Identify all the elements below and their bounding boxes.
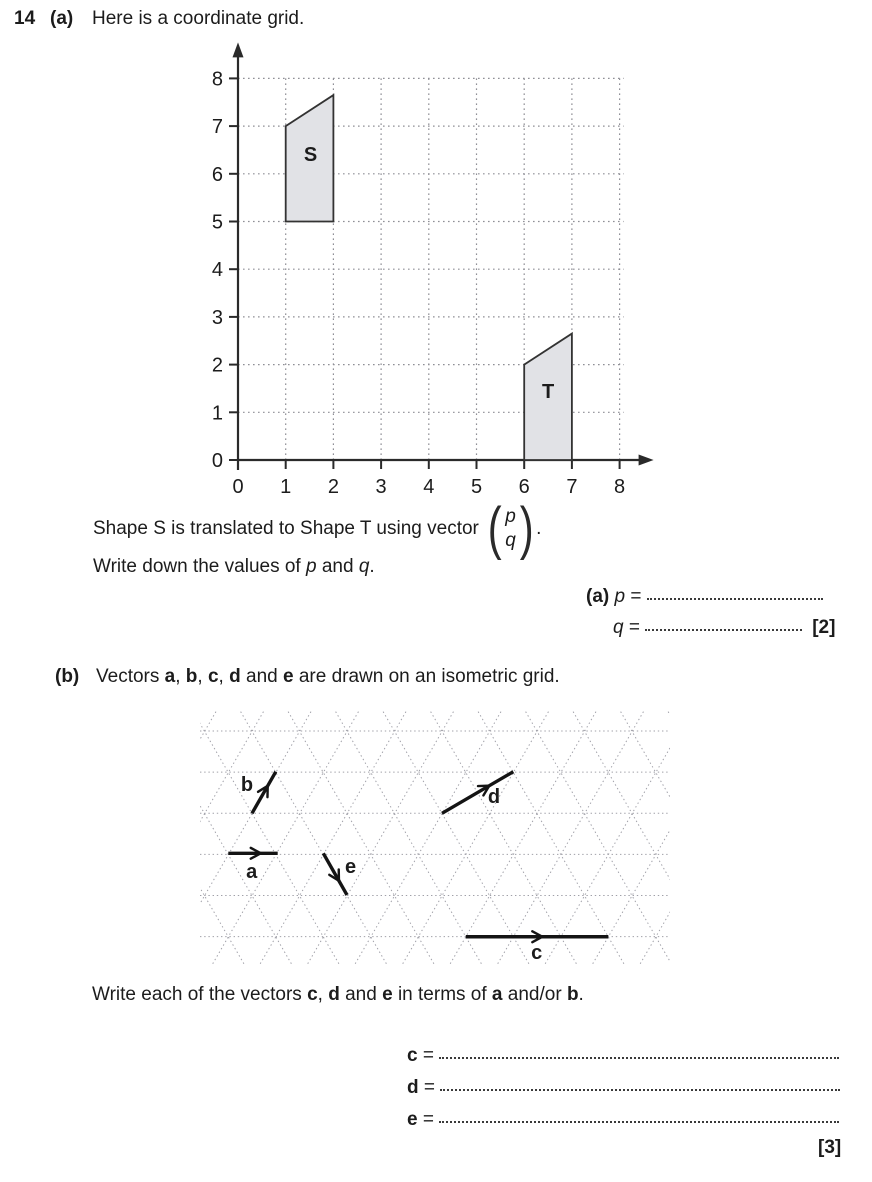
answer-row-d (407, 1072, 840, 1099)
svg-text:b: b (240, 774, 254, 796)
part-b-instruction: Write each of the vectors c, d and e in terms of a and/or b. (92, 984, 584, 1005)
part-a-intro-text: Here is a coordinate grid. (92, 8, 305, 29)
svg-text:6: 6 (211, 163, 223, 186)
svg-text:c: c (531, 942, 543, 964)
svg-text:4: 4 (423, 476, 435, 498)
vector-component-p: p (505, 506, 516, 528)
part-a-marks: [2] (812, 617, 836, 638)
svg-text:e: e (344, 856, 357, 878)
translation-statement (93, 495, 542, 561)
part-a-instruction: Write down the values of p and q. (93, 556, 375, 577)
svg-text:2: 2 (211, 354, 223, 377)
answer-line-d (440, 1070, 840, 1091)
part-b-marks: [3] (818, 1137, 842, 1158)
svg-text:8: 8 (211, 68, 223, 91)
svg-text:5: 5 (470, 476, 483, 498)
svg-text:a: a (246, 861, 258, 883)
vector-component-q: q (505, 530, 516, 551)
answer-line-p (647, 579, 823, 600)
svg-text:1: 1 (211, 402, 223, 425)
answer-line-c (439, 1038, 839, 1059)
equals-sign: = (623, 617, 646, 638)
question-header (14, 8, 304, 30)
question-number: 14 (14, 8, 36, 29)
answer-var-c: c (407, 1045, 418, 1066)
isometric-grid-figure (200, 710, 670, 966)
svg-text:6: 6 (518, 476, 530, 498)
answer-row-p (586, 581, 823, 608)
svg-text:S: S (303, 143, 318, 166)
svg-text:1: 1 (280, 476, 292, 498)
svg-text:7: 7 (566, 476, 578, 498)
equals-sign: = (418, 1077, 441, 1098)
svg-text:5: 5 (211, 211, 223, 234)
svg-text:T: T (541, 380, 555, 403)
part-a-label: (a) (50, 8, 74, 29)
part-b-label: (b) (55, 666, 80, 687)
answer-line-q (645, 610, 802, 631)
svg-text:0: 0 (232, 476, 244, 498)
svg-text:d: d (487, 786, 501, 808)
close-paren: ) (519, 495, 534, 561)
answer-row-e (407, 1104, 839, 1131)
answer-row-q (613, 612, 835, 639)
answer-prefix: (a) (586, 586, 615, 607)
open-paren: ( (487, 495, 502, 561)
coordinate-grid-figure (200, 40, 665, 500)
svg-text:4: 4 (211, 259, 223, 282)
answer-var-q: q (613, 617, 624, 638)
answer-var-d: d (407, 1077, 419, 1098)
part-b-intro: Vectors a, b, c, d and e are drawn on an isometric grid. (96, 666, 560, 687)
statement-text: Shape S is translated to Shape T using vector (93, 518, 479, 539)
answer-row-c (407, 1040, 839, 1067)
column-vector-pq (485, 495, 536, 561)
answer-var-e: e (407, 1109, 418, 1130)
equals-sign: = (417, 1045, 440, 1066)
equals-sign: = (417, 1109, 440, 1130)
svg-text:8: 8 (614, 476, 626, 498)
answer-var-p: p (614, 586, 626, 607)
svg-text:0: 0 (211, 450, 223, 472)
svg-text:3: 3 (375, 476, 387, 498)
statement-period: . (536, 518, 542, 539)
part-b-header (55, 666, 560, 688)
svg-text:3: 3 (211, 306, 223, 329)
equals-sign: = (625, 586, 647, 607)
svg-text:2: 2 (327, 476, 339, 498)
answer-line-e (439, 1102, 839, 1123)
svg-text:7: 7 (211, 116, 223, 139)
